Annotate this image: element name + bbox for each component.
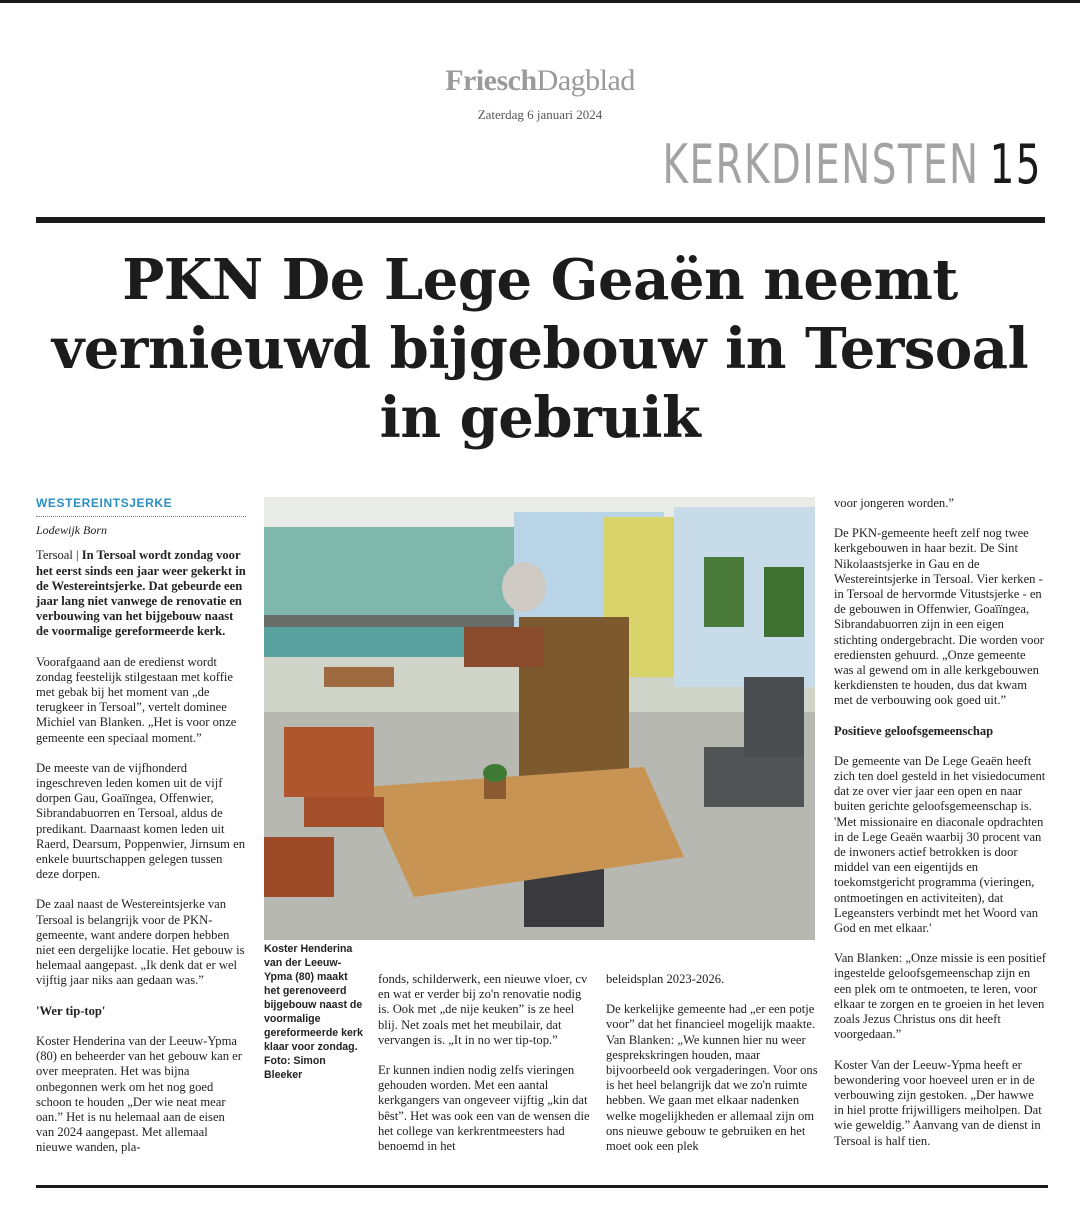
paragraph: De PKN-gemeente heeft zelf nog twee kerkgebouwen in haar bezit. De Sint Nikolaastsjerke in Gau en de Westereintsjerke in Tersoal. Vier kerken - in Tersoal de hervormde Vitustsjerke - en de gebouwen in Offenwier, Goaïïngea, Sibrandabuorren zijn in een eigen stichting ondergebracht. Die worden voor erediensten gehuurd. „Onze gemeente was al gewend om in alle kerkgebouwen kerkdiensten te houden, dus dat kwam met de verbouwing ook goed uit.” <box>834 526 1044 708</box>
article-column-2 <box>378 972 590 1169</box>
author-byline: Lodewijk Born <box>36 523 107 538</box>
header-rule <box>36 217 1045 223</box>
lead-paragraph <box>36 548 246 639</box>
page-number: 15 <box>989 133 1042 196</box>
footer-rule <box>36 1185 1048 1188</box>
lead-text: In Tersoal wordt zondag voor het eerst sinds een jaar weer gekerkt in de Westereintsjerke. Dat gebeurde een jaar lang niet vanwege de renovatie en verbouwing van het bijgebouw naast de voormalige gereformeerde kerk. <box>36 548 246 639</box>
article-headline: PKN De Lege Geaën neemt vernieuwd bijgebouw in Tersoal in gebruik <box>51 247 1029 451</box>
article-column-3 <box>606 972 818 1169</box>
article-photo <box>264 497 815 940</box>
paragraph: De kerkelijke gemeente had „er een potje voor” dat het financieel mogelijk maakte. Van Blanken: „We kunnen hier nu weer gesprekskringen houden, maar bijvoorbeeld ook vergaderingen. Voor ons is het heel belangrijk dat we zo'n ruimte hebben. We gaan met elkaar nadenken welke mogelijkheden er allemaal zijn om ons nieuwe gebouw te gebruiken en het moet ook een plek <box>606 1002 818 1154</box>
photo-illustration <box>264 497 815 940</box>
logo-light: Dagblad <box>536 64 635 97</box>
subheading: Positieve geloofsgemeenschap <box>834 723 994 738</box>
paragraph: Koster Henderina van der Leeuw-Ypma (80) en beheerder van het gebouw kan er over meepraten. Het was bijna onbegonnen werk om het nog goed schoon te houden „Der wie neat mear oan.” Het is nu helemaal aan de eisen van 2024 aangepast. Met allemaal nieuwe wanden, pla- <box>36 1033 242 1155</box>
paragraph: fonds, schilderwerk, een nieuwe vloer, cv en wat er verder bij zo'n renovatie nodig is. Ook met „de nije keuken” is ze heel blij. Net zoals met het meubilair, dat vervangen is. „It in no wer tip-top.” <box>378 972 588 1047</box>
paragraph: De gemeente van De Lege Geaën heeft zich ten doel gesteld in het visiedocument dat ze over vier jaar een open en naar buiten gerichte geloofsgemeenschap is. 'Met missionaire en diaconale opdrachten in de Lege Geaën waarbij 30 procent van de inwoners actief betrokken is door middel van een eigentijds en toekomstgericht programma (vieringen, ontmoetingen en activiteiten), dat Legeansters verbindt met het Woord van God en met elkaar.' <box>834 753 1046 936</box>
paragraph: Van Blanken: „Onze missie is een positief ingestelde geloofsgemeenschap zijn en een plek om te ontmoeten, te leren, voor elkaar te zorgen en te groeien in het leven zoals Jezus Christus ons dit heeft voorgedaan.” <box>834 951 1046 1042</box>
paragraph: Voorafgaand aan de eredienst wordt zondag feestelijk stilgestaan met koffie met gebak bij het moment van „de terugkeer in Tersoal”, vertelt dominee Michiel van Blanken. „Het is voor onze gemeente een speciaal moment.” <box>36 654 237 745</box>
section-header <box>662 133 1042 196</box>
logo-bold: Friesch <box>445 64 537 97</box>
paragraph: De zaal naast de Westereintsjerke van Tersoal is belangrijk voor de PKN-gemeente, want andere dorpen hebben niet een dergelijke locatie. Het gebouw is helemaal aangepast. „Ik denk dat er wel vijftig jaar niks aan gedaan was.” <box>36 897 245 988</box>
paragraph: Koster Van der Leeuw-Ypma heeft er bewondering voor hoeveel uren er in de verbouwing zijn gestoken. „Der hawwe in hiel protte frijwilligers meiholpen. Dat wie geweldig.” Aanvang van de dienst in Tersoal is half tien. <box>834 1057 1042 1148</box>
subheading: 'Wer tip-top' <box>36 1003 106 1018</box>
kicker: WESTEREINTSJERKE <box>36 496 246 517</box>
newspaper-logo <box>0 64 1080 98</box>
issue-date: Zaterdag 6 januari 2024 <box>477 107 603 122</box>
section-name: KERKDIENSTEN <box>662 133 980 196</box>
paragraph: Er kunnen indien nodig zelfs vieringen gehouden worden. Met een aantal kerkgangers van ongeveer vijftig „kin dat bêst”. Het was ook een van de wensen die het college van kerkrentmeesters had benoemd in het <box>378 1063 590 1154</box>
photo-caption: Koster Henderina van der Leeuw-Ypma (80) maakt het gerenoveerd bijgebouw naast de voormalige gereformeerde kerk klaar voor zondag. Foto: Simon Bleeker <box>264 943 363 1081</box>
article-column-4 <box>834 496 1046 1164</box>
top-border <box>0 0 1080 3</box>
paragraph: De meeste van de vijfhonderd ingeschreven leden komen uit de vijf dorpen Gau, Goaïïngea, Offenwier, Sibrandabuorren en Tersoal, aldus de predikant. Daarnaast komen leden uit Raerd, Dearsum, Poppenwier, Jirnsum en enkele buurtschappen gelegen tussen deze dorpen. <box>36 760 245 882</box>
dateline: Tersoal | <box>36 548 79 563</box>
article-column-1 <box>36 496 246 1171</box>
masthead <box>0 64 1080 123</box>
paragraph: beleidsplan 2023-2026. <box>606 972 725 986</box>
paragraph: voor jongeren worden.” <box>834 496 954 510</box>
